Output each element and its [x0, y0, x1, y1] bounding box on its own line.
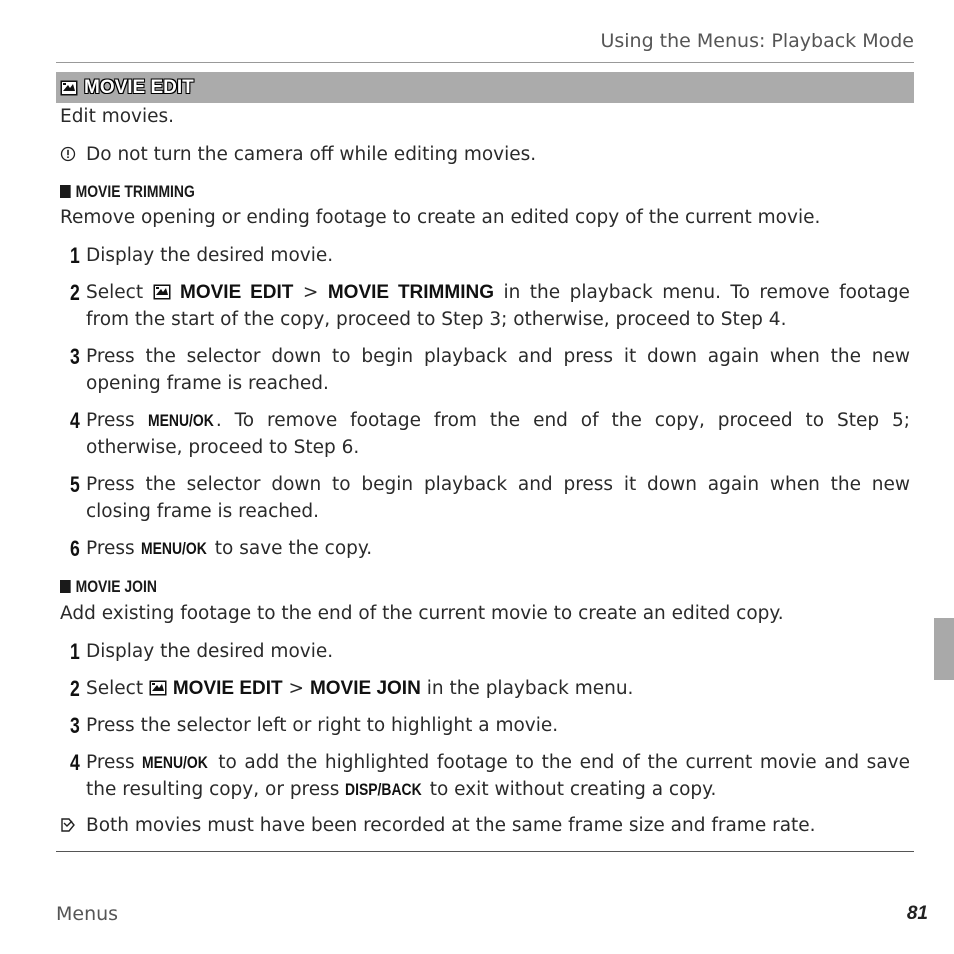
movie-edit-icon	[149, 680, 167, 696]
menu-item-movie-edit: MOVIE EDIT	[172, 678, 283, 699]
menu-ok-button-label: MENU/OK	[147, 411, 214, 430]
note-icon	[60, 817, 76, 833]
note-line	[60, 815, 816, 836]
trimming-description: Remove opening or ending footage to create an edited copy of the current movie.	[60, 207, 821, 228]
trimming-heading: MOVIE TRIMMING	[60, 182, 195, 202]
join-step-1: 1 Display the desired movie.	[70, 639, 334, 664]
menu-ok-button-label: MENU/OK	[142, 753, 209, 772]
trim-step-5: 5 Press the selector down to begin playback and press it down again when the new closing frame is reached.	[70, 472, 910, 522]
caution-line	[60, 144, 536, 165]
running-header: Using the Menus: Playback Mode	[600, 30, 914, 52]
caution-text: Do not turn the camera off while editing movies.	[86, 144, 537, 165]
menu-ok-button-label: MENU/OK	[140, 539, 207, 558]
menu-item-movie-edit: MOVIE EDIT	[180, 282, 294, 303]
menu-item-movie-trimming: MOVIE TRIMMING	[327, 282, 494, 303]
trim-step-6: 6 Press MENU/OK to save the copy.	[70, 536, 373, 561]
page-number: 81	[906, 903, 928, 924]
movie-edit-icon	[153, 284, 171, 300]
header-rule	[56, 62, 914, 63]
intro-text: Edit movies.	[60, 106, 175, 127]
footer-rule	[56, 851, 914, 852]
chapter-thumb-tab	[934, 618, 954, 680]
section-title-bar	[56, 72, 914, 103]
caution-icon	[60, 146, 76, 162]
square-bullet-icon	[60, 185, 71, 198]
footer-section-name: Menus	[56, 903, 119, 925]
join-heading: MOVIE JOIN	[60, 577, 157, 597]
square-bullet-icon	[60, 580, 71, 593]
trim-step-3: 3 Press the selector down to begin playback and press it down again when the new opening frame is reached.	[70, 344, 910, 394]
disp-back-button-label: DISP/BACK	[345, 780, 422, 799]
join-step-3: 3 Press the selector left or right to highlight a movie.	[70, 713, 559, 738]
trim-step-4: 4 Press MENU/OK . To remove footage from the end of the copy, proceed to Step 5; otherwise, proceed to Step 6.	[70, 408, 910, 458]
join-step-2: 2 Select MOVIE EDIT > MOVIE JOIN in the playback menu.	[70, 676, 634, 701]
note-text: Both movies must have been recorded at the same frame size and frame rate.	[86, 815, 816, 836]
section-title: MOVIE EDIT	[84, 76, 194, 98]
movie-edit-icon	[60, 80, 78, 96]
trim-step-2: 2 Select MOVIE EDIT > MOVIE TRIMMING in the playback menu. To remove footage from the start of the copy, proceed to Step 3; otherwise, proceed to Step 4.	[70, 280, 910, 330]
trim-step-1: 1 Display the desired movie.	[70, 243, 334, 268]
join-description: Add existing footage to the end of the current movie to create an edited copy.	[60, 603, 784, 624]
menu-item-movie-join: MOVIE JOIN	[309, 678, 421, 699]
join-step-4: 4 Press MENU/OK to add the highlighted footage to the end of the current movie and save the resulting copy, or press DISP/BACK to exit without creating a copy.	[70, 749, 910, 803]
